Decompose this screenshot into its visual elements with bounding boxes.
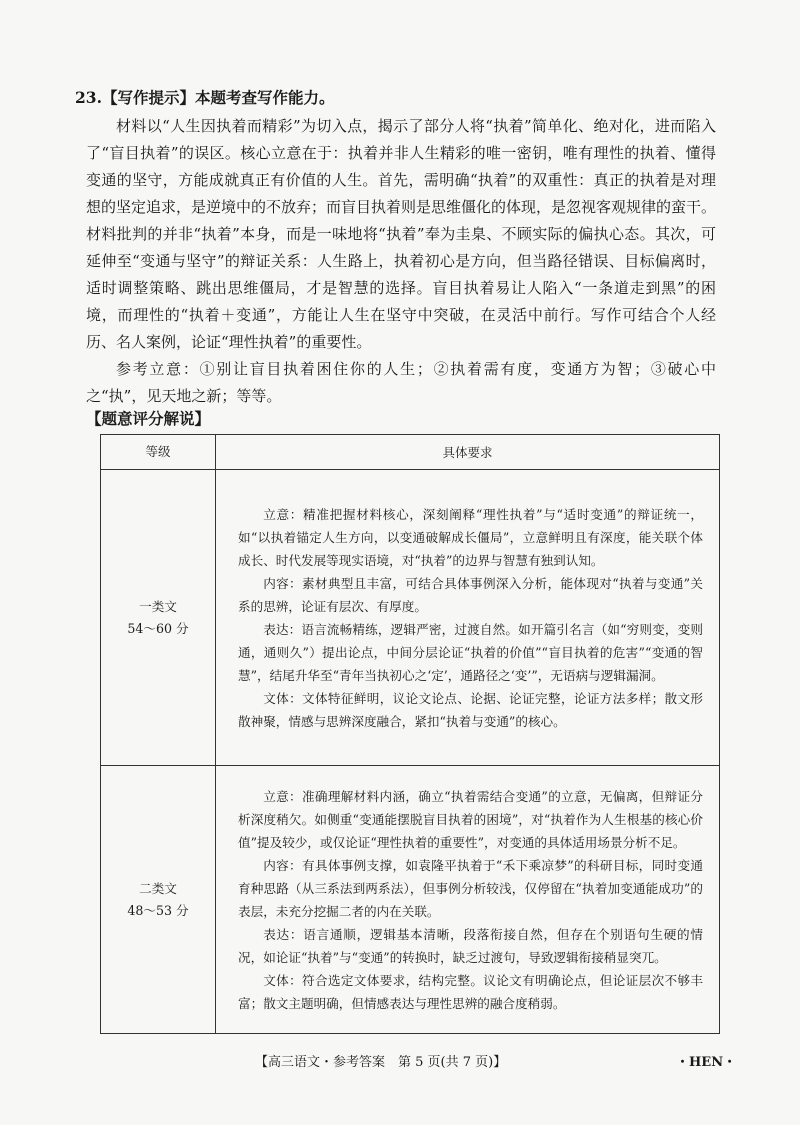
table-row — [101, 766, 720, 1034]
requirement-item: 内容：有具体事例支撑，如袁隆平执着于“禾下乘凉梦”的科研目标，同时变通育种思路（从三系法到两系法），但事例分析较浅，仅停留在“执着加变通能成功”的表层，未充分挖掘二者的内在关联。 — [238, 857, 703, 919]
reference-topics: 参考立意：①别让盲目执着困住你的人生；②执着需有度，变通方为智；③破心中之“执”，见天地之新；等等。 — [86, 360, 716, 405]
requirement-item: 立意：准确理解材料内涵，确立“执着需结合变通”的立意，无偏离，但辩证分析深度稍欠。如侧重“变通能摆脱盲目执着的困境”，对“执着作为人生根基的核心价值”提及较少，或仅论证“理性执着的重要性”，对变通的具体适用场景分析不足。 — [238, 788, 703, 850]
requirement-header: 具体要求 — [216, 435, 720, 470]
requirement-item: 立意：精准把握材料核心，深刻阐释“理性执着”与“适时变通”的辩证统一，如“以执着锚定人生方向，以变通破解成长僵局”，立意鲜明且有深度，能关联个体成长、时代发展等现实语境，对“执着”的边界与智慧有独到认知。 — [238, 506, 703, 568]
level-score: 54～60 分 — [127, 620, 189, 636]
table-row — [101, 470, 720, 766]
level-cell — [101, 470, 216, 766]
requirement-cell — [216, 470, 720, 766]
footer-tag: ・HEN・ — [676, 1055, 737, 1070]
rubric-title: 【题意评分解说】 — [86, 409, 211, 428]
question-header: 23.【写作提示】本题考查写作能力。 — [75, 88, 335, 107]
requirement-item: 内容：素材典型且丰富，可结合具体事例深入分析，能体现对“执着与变通”关系的思辨，论证有层次、有厚度。 — [238, 575, 703, 614]
level-header: 等级 — [101, 435, 216, 470]
requirement-item: 表达：语言通顺，逻辑基本清晰，段落衔接自然，但存在个别语句生硬的情况，如论证“执着”与“变通”的转换时，缺乏过渡句，导致逻辑衔接稍显突兀。 — [238, 926, 703, 965]
scoring-rubric-table — [100, 434, 720, 1034]
requirement-item: 表达：语言流畅精练，逻辑严密，过渡自然。如开篇引名言（如“穷则变，变则通，通则久”）提出论点，中间分层论证“执着的价值”“盲目执着的危害”“变通的智慧”，结尾升华至“青年当执初心之‘定’，通路径之‘变’”，无语病与逻辑漏洞。 — [238, 621, 703, 683]
level-score: 48～53 分 — [127, 902, 189, 918]
requirement-item: 文体：符合选定文体要求，结构完整。议论文有明确论点，但论证层次不够丰富；散文主题明确，但情感表达与理性思辨的融合度稍弱。 — [238, 972, 703, 1011]
level-name: 二类文 — [139, 880, 177, 896]
requirement-cell — [216, 766, 720, 1034]
page-footer: 【高三语文・参考答案 第 5 页(共 7 页)】 — [255, 1055, 507, 1070]
level-name: 一类文 — [139, 598, 177, 614]
level-cell — [101, 766, 216, 1034]
rubric-header-row — [101, 435, 720, 470]
hint-paragraph: 材料以“人生因执着而精彩”为切入点，揭示了部分人将“执着”简单化、绝对化，进而陷入了“盲目执着”的误区。核心立意在于：执着并非人生精彩的唯一密钥，唯有理性的执着、懂得变通的坚守，方能成就真正有价值的人生。首先，需明确“执着”的双重性：真正的执着是对理想的坚定追求，是逆境中的不放弃；而盲目执着则是思维僵化的体现，是忽视客观规律的蛮干。材料批判的并非“执着”本身，而是一味地将“执着”奉为圭臬、不顾实际的偏执心态。其次，可延伸至“变通与坚守”的辩证关系：人生路上，执着初心是方向，但当路径错误、目标偏离时，适时调整策略、跳出思维僵局，才是智慧的选择。盲目执着易让人陷入“一条道走到黑”的困境，而理性的“执着＋变通”，方能让人生在坚守中突破，在灵活中前行。写作可结合个人经历、名人案例，论证“理性执着”的重要性。 — [86, 117, 717, 351]
writing-hint-body — [86, 113, 716, 410]
requirement-item: 文体：文体特征鲜明，议论文论点、论据、论证完整，论证方法多样；散文形散神聚，情感与思辨深度融合，紧扣“执着与变通”的核心。 — [238, 690, 703, 729]
